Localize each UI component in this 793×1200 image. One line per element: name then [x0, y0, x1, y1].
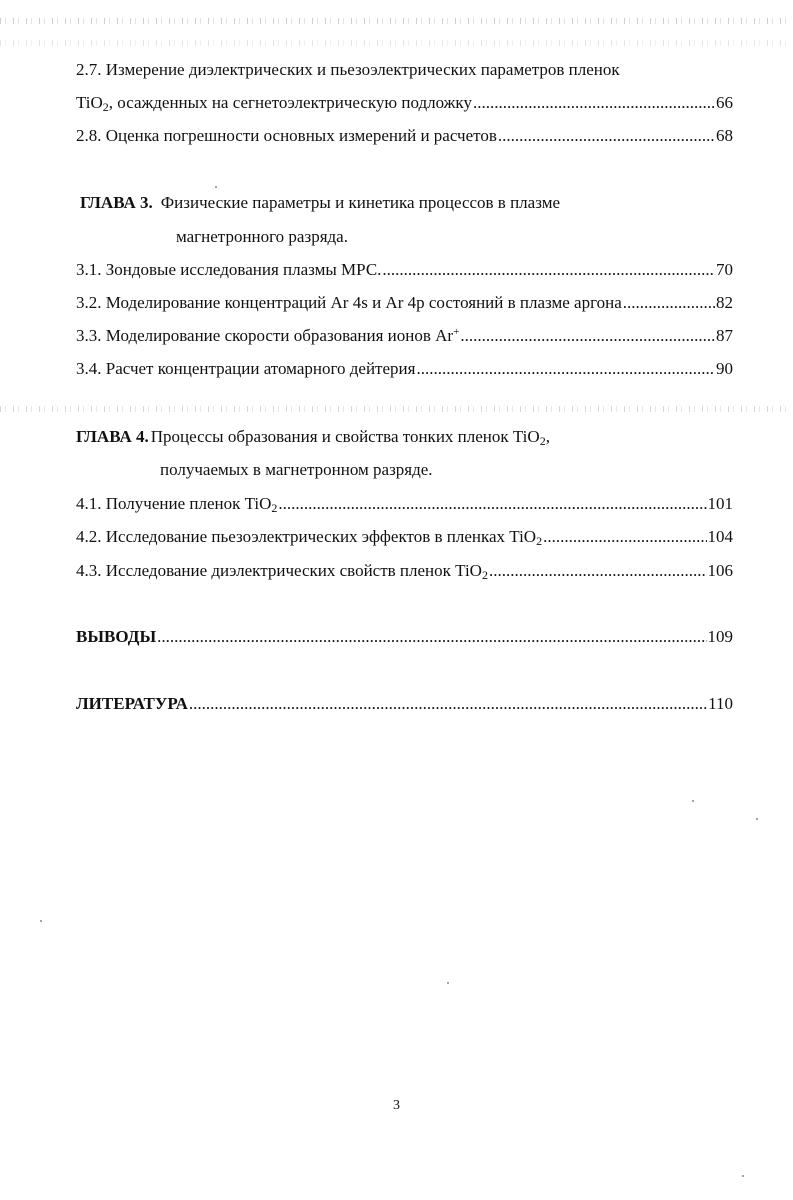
scan-speck — [215, 186, 217, 188]
toc-entry-text-line1: 2.7. Измерение диэлектрических и пьезоэлектрических параметров пленок — [76, 60, 620, 79]
dot-leader — [416, 359, 715, 379]
scan-speck — [756, 818, 758, 820]
chapter-number: ГЛАВА 3. — [80, 193, 153, 212]
toc-entry-text: 3.3. Моделирование скорости образования ионов Ar+ — [76, 326, 460, 345]
scan-speck — [40, 920, 42, 922]
toc-entry-3-2[interactable] — [76, 293, 733, 313]
toc-entry-2-7[interactable] — [76, 60, 733, 80]
chapter-4-heading[interactable] — [76, 427, 550, 447]
chapter-3-heading[interactable] — [80, 193, 560, 213]
scan-artifact-middle — [0, 406, 793, 412]
toc-entry-conclusions[interactable] — [76, 627, 733, 647]
chapter-title: Процессы образования и свойства тонких пленок TiO$_2$, — [150, 427, 550, 448]
toc-entry-3-3[interactable] — [76, 326, 733, 346]
toc-page-number: 90 — [716, 359, 733, 378]
toc-page-number: 82 — [716, 293, 733, 312]
toc-entry-text: 3.4. Расчет концентрации атомарного дейтерия — [76, 359, 416, 378]
toc-page-number: 110 — [708, 694, 733, 713]
toc-entry-text-line2: TiO$_2$, осажденных на сегнетоэлектрическую подложку — [76, 93, 472, 114]
toc-entry-text: ЛИТЕРАТУРА — [76, 694, 188, 713]
toc-entry-text: 3.1. Зондовые исследования плазмы МРС. — [76, 260, 382, 279]
toc-entry-2-7-cont[interactable] — [76, 93, 733, 113]
dot-leader — [489, 561, 707, 581]
chapter-number: ГЛАВА 4. — [76, 427, 149, 446]
dot-leader — [157, 627, 706, 647]
dot-leader — [623, 293, 715, 313]
toc-page-number: 106 — [707, 561, 733, 580]
scan-artifact-top — [0, 18, 793, 24]
toc-page-number: 68 — [716, 126, 733, 145]
toc-entry-text: 4.3. Исследование диэлектрических свойств пленок TiO$_2$ — [76, 561, 488, 582]
toc-page-number: 101 — [707, 494, 733, 513]
toc-entry-2-8[interactable] — [76, 126, 733, 146]
dot-leader — [382, 260, 715, 280]
chapter-title: Физические параметры и кинетика процессов в плазме — [160, 193, 560, 212]
toc-entry-text: 4.1. Получение пленок TiO$_2$ — [76, 494, 278, 515]
toc-page-number: 104 — [707, 527, 733, 546]
dot-leader — [278, 494, 706, 514]
toc-entry-4-3[interactable] — [76, 561, 733, 581]
toc-page-number: 70 — [716, 260, 733, 279]
chapter-4-heading-line2: получаемых в магнетронном разряде. — [160, 460, 433, 479]
toc-entry-4-2[interactable] — [76, 527, 733, 547]
page-number: 3 — [393, 1098, 400, 1113]
toc-entry-text: 2.8. Оценка погрешности основных измерений и расчетов — [76, 126, 497, 145]
scan-artifact-top-2 — [0, 40, 793, 46]
dot-leader — [498, 126, 715, 146]
toc-entry-text: 4.2. Исследование пьезоэлектрических эффектов в пленках TiO$_2$ — [76, 527, 543, 548]
dot-leader — [189, 694, 707, 714]
toc-entry-3-4[interactable] — [76, 359, 733, 379]
toc-entry-text: 3.2. Моделирование концентраций Ar 4s и Ar 4p состояний в плазме аргона — [76, 293, 622, 312]
toc-page-number: 87 — [716, 326, 733, 345]
toc-page-number: 66 — [716, 93, 733, 112]
dot-leader — [473, 93, 715, 113]
scan-speck — [447, 982, 449, 984]
dot-leader — [543, 527, 706, 547]
toc-entry-4-1[interactable] — [76, 494, 733, 514]
toc-entry-text: ВЫВОДЫ — [76, 627, 157, 646]
toc-page-number: 109 — [707, 627, 733, 646]
scan-speck — [742, 1175, 744, 1177]
toc-entry-literature[interactable] — [76, 694, 733, 714]
dot-leader — [460, 326, 715, 346]
toc-entry-3-1[interactable] — [76, 260, 733, 280]
chapter-3-heading-line2: магнетронного разряда. — [176, 227, 348, 246]
scan-speck — [692, 800, 694, 802]
